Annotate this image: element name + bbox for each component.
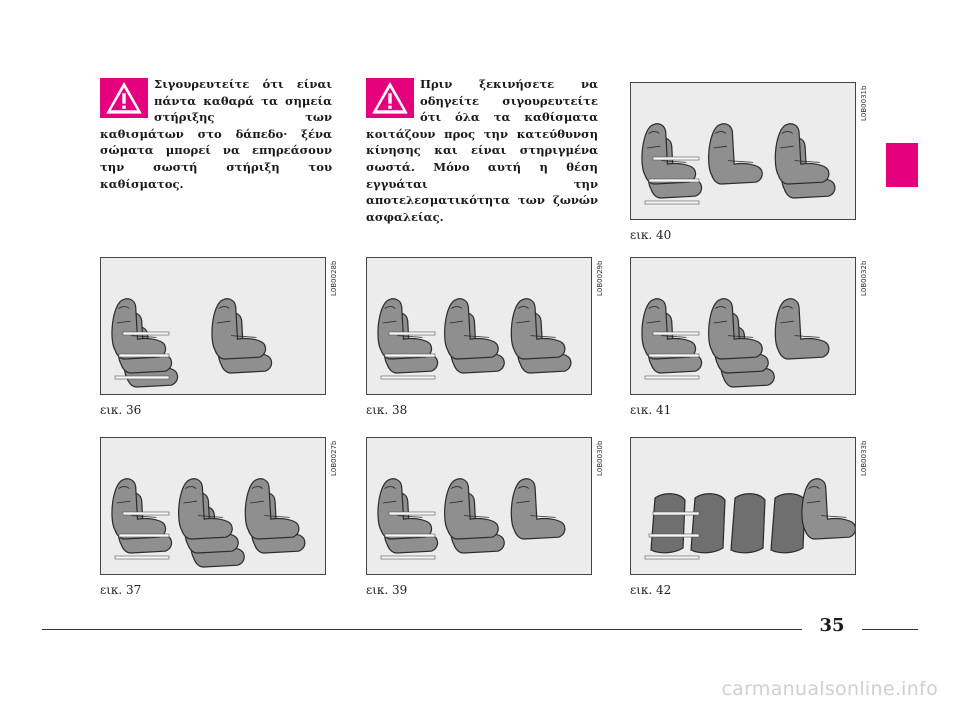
figure-41 — [630, 257, 856, 395]
warning-block-2 — [366, 76, 598, 225]
warning-triangle-icon — [100, 78, 148, 118]
footer-rule-left — [42, 629, 802, 630]
figure-caption: εικ. 42 — [630, 583, 672, 597]
figure-42 — [630, 437, 856, 575]
seat-illustration — [101, 438, 326, 575]
figure-caption: εικ. 36 — [100, 403, 142, 417]
figure-code: L0B0029b — [596, 260, 604, 296]
seat-illustration — [631, 438, 856, 575]
warning-text-1: Σιγουρευτείτε ότι είναι πάντα καθαρά τα σημεία στήριξης των καθισμάτων στο δάπεδο· ξένα σώματα μπορεί να επηρεάσουν την σωστή στήριξη του καθίσματος. — [100, 77, 332, 191]
footer-rule-right — [862, 629, 918, 630]
watermark: carmanualsonline.info — [721, 678, 938, 700]
figure-code: L0B0032b — [860, 260, 868, 296]
section-tab-marker — [886, 143, 918, 187]
warning-triangle-icon — [366, 78, 414, 118]
figure-caption: εικ. 40 — [630, 228, 672, 242]
figure-code: L0B0030b — [596, 440, 604, 476]
figure-caption: εικ. 41 — [630, 403, 672, 417]
figure-38 — [366, 257, 592, 395]
figure-36 — [100, 257, 326, 395]
figure-37 — [100, 437, 326, 575]
seat-illustration — [631, 258, 856, 395]
seat-illustration — [367, 438, 592, 575]
seat-illustration — [631, 83, 856, 220]
figure-code: L0B0031b — [860, 85, 868, 121]
warning-text-2: Πριν ξεκινήσετε να οδηγείτε σιγουρευτείτε ότι όλα τα καθίσματα κοιτάζουν προς την κατεύθυνση κίνησης και είναι στηριγμένα σωστά. Μόνο αυτή η θέση εγγυάται την αποτελεσματικότητα των ζωνών ασφαλείας. — [366, 77, 598, 224]
figure-caption: εικ. 37 — [100, 583, 142, 597]
figure-39 — [366, 437, 592, 575]
seat-illustration — [101, 258, 326, 395]
figure-caption: εικ. 38 — [366, 403, 408, 417]
figure-code: L0B0033b — [860, 440, 868, 476]
warning-block-1 — [100, 76, 332, 192]
figure-code: L0B0028b — [330, 260, 338, 296]
figure-code: L0B0027b — [330, 440, 338, 476]
seat-illustration — [367, 258, 592, 395]
page-number: 35 — [819, 615, 845, 636]
figure-caption: εικ. 39 — [366, 583, 408, 597]
figure-40 — [630, 82, 856, 220]
